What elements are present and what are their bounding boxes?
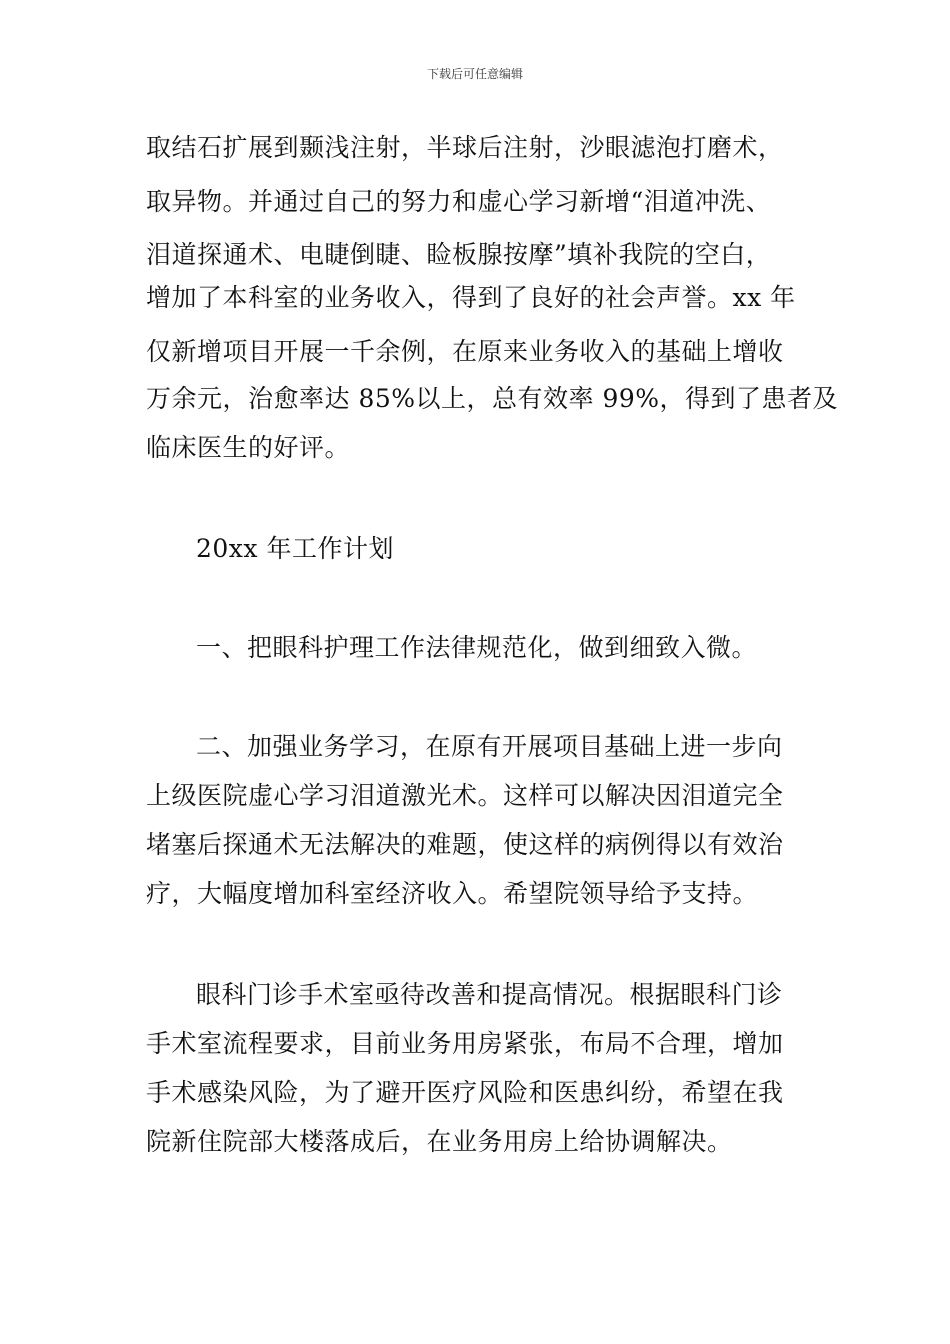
text-line: 院新住院部大楼落成后，在业务用房上给协调解决。 [146, 1127, 733, 1156]
text-line: 泪道探通术、电睫倒睫、睑板腺按摩”填补我院的空白， [146, 240, 772, 269]
text-line: 临床医生的好评。 [146, 433, 351, 462]
text-line: 手术感染风险，为了避开医疗风险和医患纠纷，希望在我 [146, 1078, 784, 1107]
page-header: 下载后可任意编辑 [426, 67, 523, 81]
text-line: 手术室流程要求，目前业务用房紧张，布局不合理，增加 [146, 1029, 784, 1058]
text-line: 堵塞后探通术无法解决的难题，使这样的病例得以有效治 [146, 830, 784, 859]
text-line: 取异物。并通过自己的努力和虚心学习新增“泪道冲洗、 [146, 187, 772, 216]
text-line: 增加了本科室的业务收入，得到了良好的社会声誉。xx 年 [146, 283, 796, 312]
text-line: 上级医院虚心学习泪道激光术。这样可以解决因泪道完全 [146, 781, 784, 810]
text-line: 一、把眼科护理工作法律规范化，做到细致入微。 [196, 633, 758, 662]
text-line: 眼科门诊手术室亟待改善和提高情况。根据眼科门诊 [196, 980, 783, 1009]
text-line: 取结石扩展到颞浅注射，半球后注射，沙眼滤泡打磨术， [146, 133, 784, 162]
text-line: 二、加强业务学习，在原有开展项目基础上进一步向 [196, 732, 783, 761]
text-line: 万余元，治愈率达 85%以上，总有效率 99%，得到了患者及 [146, 384, 839, 413]
text-line: 仅新增项目开展一千余例，在原来业务收入的基础上增收 [146, 337, 784, 366]
text-line: 疗，大幅度增加科室经济收入。希望院领导给予支持。 [146, 879, 759, 908]
heading-line: 20xx 年工作计划 [196, 534, 394, 563]
